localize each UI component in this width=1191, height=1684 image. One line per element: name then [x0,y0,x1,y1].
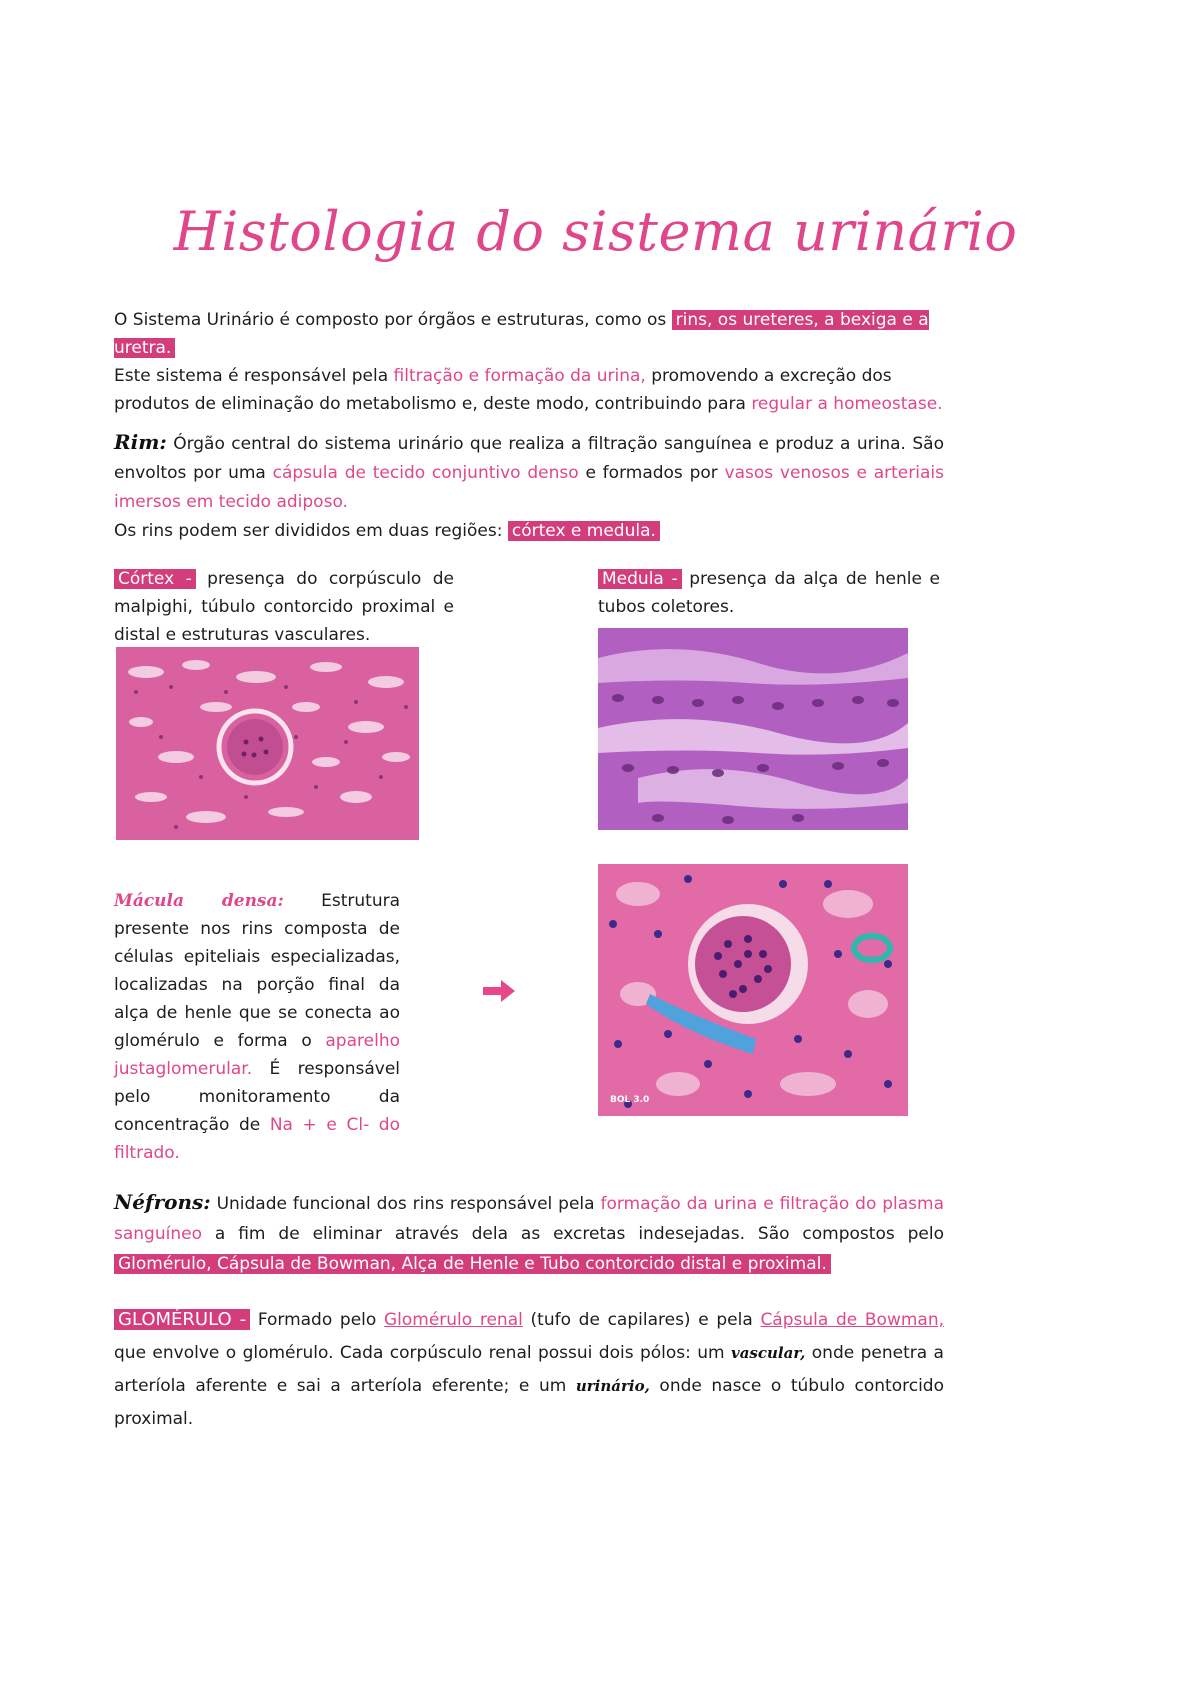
cortex-paragraph [114,565,454,649]
medula-text: presença da alça de henle e tubos coletores. [598,569,941,617]
macula-term: Mácula densa: [114,891,284,911]
glomerulo-text-4: onde penetra a arteríola aferente e sai a arteríola eferente; e um [114,1343,944,1396]
macula-paragraph [114,887,400,1167]
glomerulo-text-5: onde nasce o túbulo contorcido proximal. [114,1376,945,1429]
glomerulo-text-1: Formado pelo [250,1310,384,1330]
nefrons-paragraph [114,1187,944,1279]
rim-text-3: Os rins podem ser divididos em duas regiões: [114,521,508,541]
macula-text-2: É responsável pelo monitoramento da concentração de [114,1059,400,1135]
intro-text-3: promovendo a excreção dos produtos de eliminação do metabolismo e, deste modo, contribuindo para [114,366,892,414]
intro-pink-homeostasis: regular a homeostase. [751,394,943,414]
rim-pink-vessels: vasos venosos e arteriais imersos em tecido adiposo. [114,463,944,512]
macula-pink-apparatus: aparelho justaglomerular. [114,1031,400,1079]
glomerulo-label: GLOMÉRULO - [114,1309,250,1330]
glomerulo-underline-bowman: Cápsula de Bowman, [760,1310,945,1330]
rim-term: Rim: [114,430,167,454]
intro-pink-filtration: filtração e formação da urina, [393,366,646,386]
rim-text-2: e formados por [578,463,725,483]
rim-paragraph [114,428,944,546]
rim-text-1: Órgão central do sistema urinário que realiza a filtração sanguínea e produz a urina. São envoltos por uma [114,434,944,483]
glomerulo-paragraph [114,1303,944,1436]
nefrons-text-2: a fim de eliminar através dela as excretas indesejadas. São compostos pelo [201,1224,944,1244]
micrograph-label: BOL 3.0 [610,1095,650,1105]
macula-densa-micrograph-image [598,864,908,1116]
page-title: Histologia do sistema urinário [173,200,1018,263]
right-arrow-icon [483,980,515,1007]
glomerulo-underline-renal: Glomérulo renal [383,1310,523,1330]
macula-text-1: Estrutura presente nos rins composta de células epiteliais especializadas, localizadas na porção final da alça de henle que se conecta ao glomérulo e forma o [114,891,401,1051]
rim-highlight-regions: córtex e medula. [508,521,660,541]
intro-text-1: O Sistema Urinário é composto por órgãos e estruturas, como os [114,310,672,330]
nefrons-highlight-components: Glomérulo, Cápsula de Bowman, Alça de Henle e Tubo contorcido distal e proximal. [114,1254,831,1274]
intro-highlight-organs: rins, os ureteres, a bexiga e a uretra. [114,310,929,358]
medula-paragraph [598,565,940,621]
medula-label: Medula - [598,569,682,589]
cortex-text: presença do corpúsculo de malpighi, túbulo contorcido proximal e distal e estruturas vasculares. [114,569,455,645]
medulla-micrograph-image [598,628,908,830]
intro-text-2: Este sistema é responsável pela [114,366,394,386]
rim-pink-capsule: cápsula de tecido conjuntivo denso [272,463,579,483]
glomerulo-term-urinario: urinário, [575,1377,650,1395]
intro-paragraph [114,306,944,418]
nefrons-text-1: Unidade funcional dos rins responsável pela [210,1194,601,1214]
cortex-micrograph-image [116,647,419,840]
macula-pink-ions: Na + e Cl- do filtrado. [114,1115,400,1163]
glomerulo-text-3: que envolve o glomérulo. Cada corpúsculo renal possui dois pólos: um [114,1343,731,1363]
nefrons-term: Néfrons: [114,1190,211,1214]
glomerulo-text-2: (tufo de capilares) e pela [522,1310,761,1330]
glomerulo-term-vascular: vascular, [731,1344,806,1362]
cortex-label: Córtex - [114,569,196,589]
nefrons-pink-formation: formação da urina e filtração do plasma sanguíneo [114,1194,945,1244]
